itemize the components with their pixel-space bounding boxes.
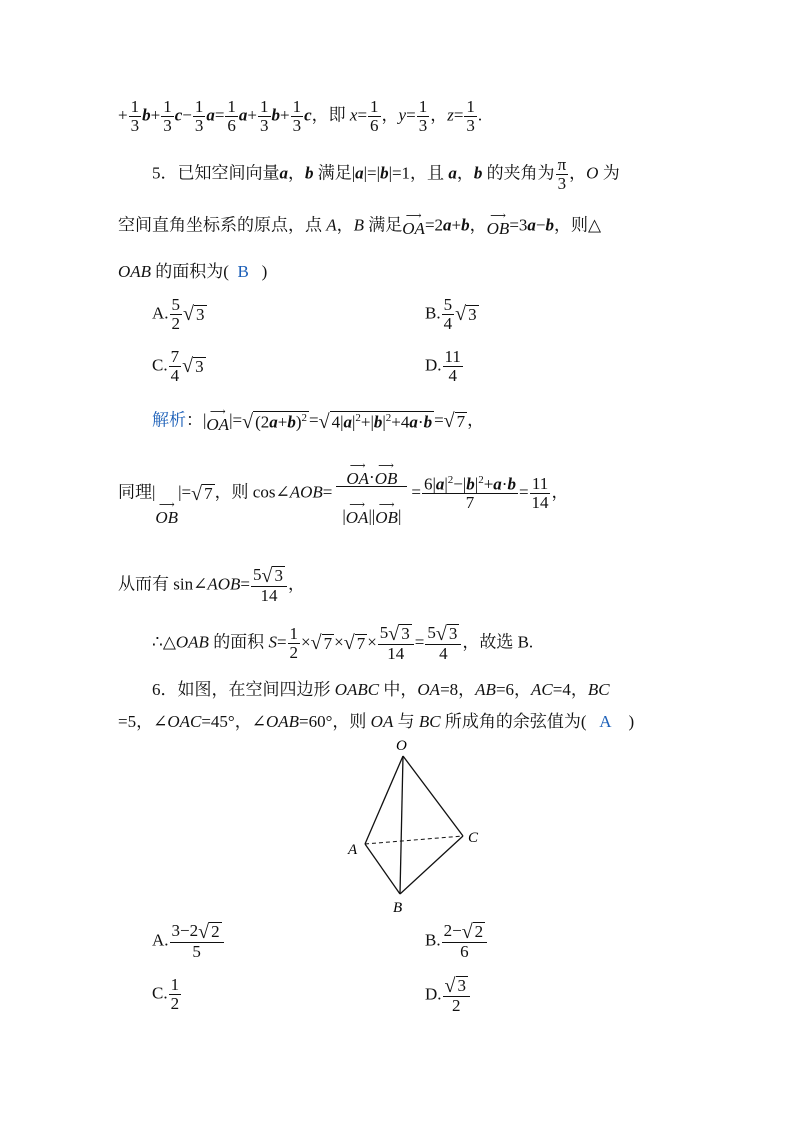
label-o: O	[396, 738, 407, 754]
q6-option-a[interactable]: A. 3−2 √ 2 5	[152, 922, 225, 961]
q6-line2: =5，∠OAC=45°，∠OAB=60°，则 OA 与 BC 所成角的余弦值为( A )	[118, 712, 635, 731]
q5-solution-line1: 解析：| ⟶ OA |= √ $(2a+b)^2$ = √ $4|a|^2+|b|^2+4a\cdot b$ = √ 7 ，	[152, 406, 485, 434]
q6-option-d[interactable]: D. √ 3 2	[425, 976, 471, 1015]
top-equation-line: + $\frac{1}{3}$ b+ $\frac{1}{3}$ c− $\frac{1}{3}$ a= $\frac{1}{6}$ a+ $\frac{1}{3}$ b+ $\frac{1}{3}$ c，即 x= $\frac{1}{6}$ ，y= $\frac{1}{3}$ ，z= $\frac{1}{3}$ .	[118, 97, 483, 135]
edge-oc	[403, 756, 463, 836]
q5-line2: 空间直角坐标系的原点，点 A，B 满足 ⟶ OA =2a+b， ⟶ OB =3a−b，则△	[118, 210, 602, 238]
label-a: A	[348, 842, 358, 858]
q6-number: 6．	[152, 680, 178, 699]
q5-option-c[interactable]: C. $\frac{7}{4}$ √ 3	[152, 347, 204, 385]
edge-ac-hidden	[365, 836, 463, 844]
edge-oa	[365, 756, 403, 844]
q5-solution-line3: 从而有 sin∠AOB= 5 √ 3 14 ，	[118, 565, 305, 606]
q5-line3: OAB 的面积为( B )	[118, 262, 268, 281]
q6-line1: 6．如图，在空间四边形 OABC 中，OA=8，AB=6，AC=4，BC	[152, 680, 610, 699]
q5-option-b[interactable]: B. $\frac{5}{4}$ √ 3	[425, 295, 477, 333]
q5-solution-line4: ∴△OAB 的面积 S= $\frac{1}{2}$ × √ 7 × √ 7 × 5 √ 3 14 = 5 √ 3 4 ，故选 B.	[152, 623, 534, 664]
q5-answer: B	[237, 262, 249, 281]
q6-answer: A	[599, 712, 612, 731]
tetrahedron-figure	[345, 736, 485, 916]
q5-option-d[interactable]: D. $\frac{11}{4}$	[425, 347, 461, 385]
q5-number: 5．	[152, 163, 178, 183]
ji-word: ，即	[311, 105, 346, 125]
q6-option-c[interactable]: C. $\frac{1}{2}$	[152, 975, 180, 1013]
label-c: C	[468, 830, 479, 846]
edge-ob	[400, 756, 403, 894]
q5-option-a[interactable]: A. $\frac{5}{2}$ √ 3	[152, 295, 205, 333]
q6-option-b[interactable]: B. 2− √ 2 6	[425, 922, 488, 961]
edge-ab	[365, 844, 400, 894]
label-b: B	[393, 900, 403, 916]
edge-bc	[400, 836, 463, 894]
q5-solution-line2: 同理| ⟶ OB |= √ 7 ，则 cos∠AOB= ⟶ OA · ⟶ OB | ⟶ OA || ⟶ OB | = $\frac{6|a|^2-|b|^2+a\cdot b}{7}$ = $\frac{11}{14}$ ，	[118, 460, 569, 527]
q5-line1: 5．已知空间向量a，b 满足|a|=|b|=1，且 a，b 的夹角为 $\frac{\pi}{3}$ ，O 为	[152, 155, 620, 193]
solution-label: 解析	[152, 410, 186, 430]
